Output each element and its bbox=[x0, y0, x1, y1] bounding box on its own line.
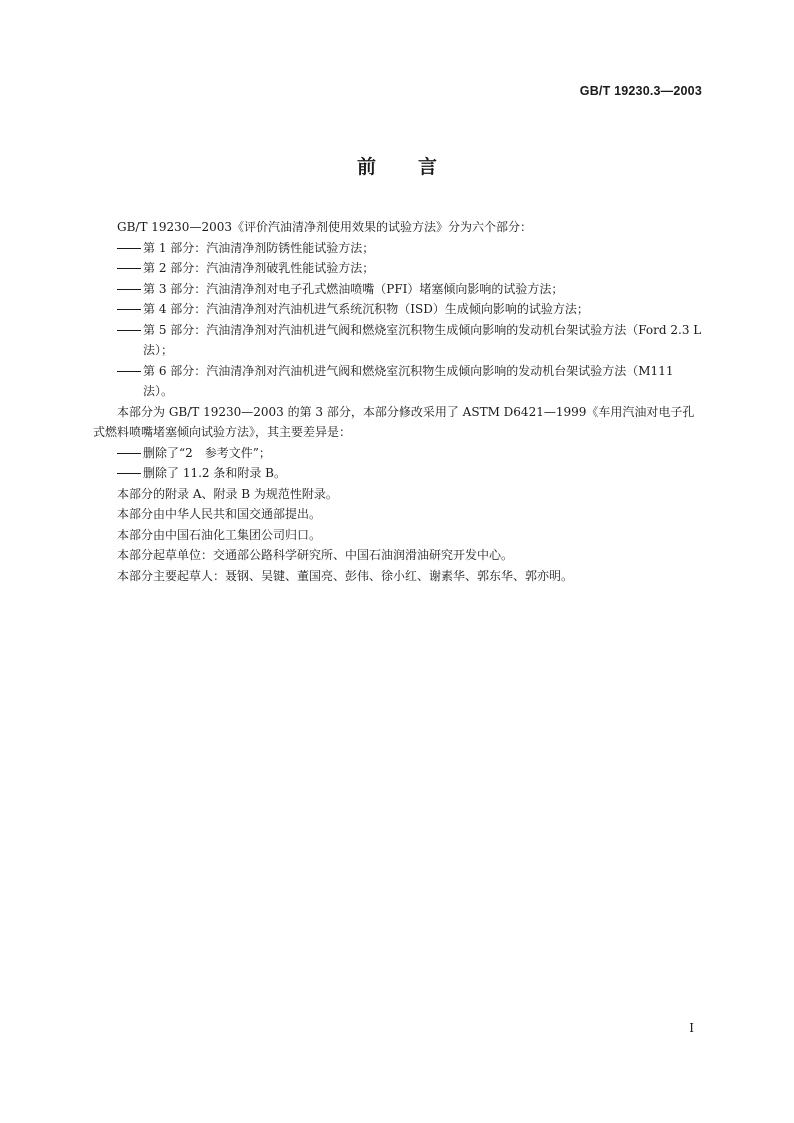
difference-item-text: 删除了 11.2 条和附录 B。 bbox=[143, 466, 286, 480]
part-item-text: 第 1 部分：汽油清净剂防锈性能试验方法； bbox=[143, 240, 375, 255]
part-item-2 bbox=[93, 258, 705, 279]
part-item-6 bbox=[93, 361, 705, 402]
part-item-text: 第 5 部分：汽油清净剂对汽油机进气阀和燃烧室沉积物生成倾向影响的发动机台架试验方法（Ford 2.3 L 法）； bbox=[143, 322, 702, 357]
part-item-5 bbox=[93, 320, 705, 361]
administrator-statement: 本部分由中国石油化工集团公司归口。 bbox=[117, 527, 322, 542]
document-code: GB/T 19230.3—2003 bbox=[579, 84, 702, 98]
title-char-1: 前 bbox=[356, 156, 376, 178]
difference-item-1 bbox=[93, 443, 705, 464]
part-item-text: 第 2 部分：汽油清净剂破乳性能试验方法； bbox=[143, 261, 375, 275]
drafting-units-statement: 本部分起草单位：交通部公路科学研究所、中国石油润滑油研究开发中心。 bbox=[117, 548, 514, 562]
drafters-statement: 本部分主要起草人：聂钢、吴键、董国亮、彭伟、徐小红、谢素华、郭东华、郭亦明。 bbox=[117, 568, 574, 583]
page-number: I bbox=[689, 1021, 694, 1035]
difference-item-2 bbox=[93, 463, 705, 484]
differences-list bbox=[93, 443, 705, 484]
difference-item-text: 删除了“2 参考文件”； bbox=[143, 445, 271, 460]
part-item-text: 第 4 部分：汽油清净剂对汽油机进气系统沉积物（ISD）生成倾向影响的试验方法； bbox=[143, 302, 589, 316]
proposer-statement: 本部分由中华人民共和国交通部提出。 bbox=[117, 507, 322, 521]
part-item-3 bbox=[93, 279, 705, 300]
title-char-2: 言 bbox=[418, 156, 438, 178]
part-item-4 bbox=[93, 299, 705, 320]
annex-statement: 本部分的附录 A、附录 B 为规范性附录。 bbox=[117, 486, 338, 501]
part-item-1 bbox=[93, 238, 705, 259]
page-title bbox=[0, 152, 794, 179]
intro-paragraph: GB/T 19230—2003《评价汽油清净剂使用效果的试验方法》分为六个部分： bbox=[117, 220, 532, 234]
parts-list bbox=[93, 238, 705, 402]
foreword-body bbox=[93, 217, 705, 586]
part-item-text: 第 3 部分：汽油清净剂对电子孔式燃油喷嘴（PFI）堵塞倾向影响的试验方法； bbox=[143, 281, 564, 296]
adoption-paragraph: 本部分为 GB/T 19230—2003 的第 3 部分，本部分修改采用了 ASTM D6421—1999《车用汽油对电子孔式燃料喷嘴堵塞倾向试验方法》，其主要差异是： bbox=[93, 404, 695, 439]
part-item-text: 第 6 部分：汽油清净剂对汽油机进气阀和燃烧室沉积物生成倾向影响的发动机台架试验方法（M111 法）。 bbox=[143, 363, 674, 398]
